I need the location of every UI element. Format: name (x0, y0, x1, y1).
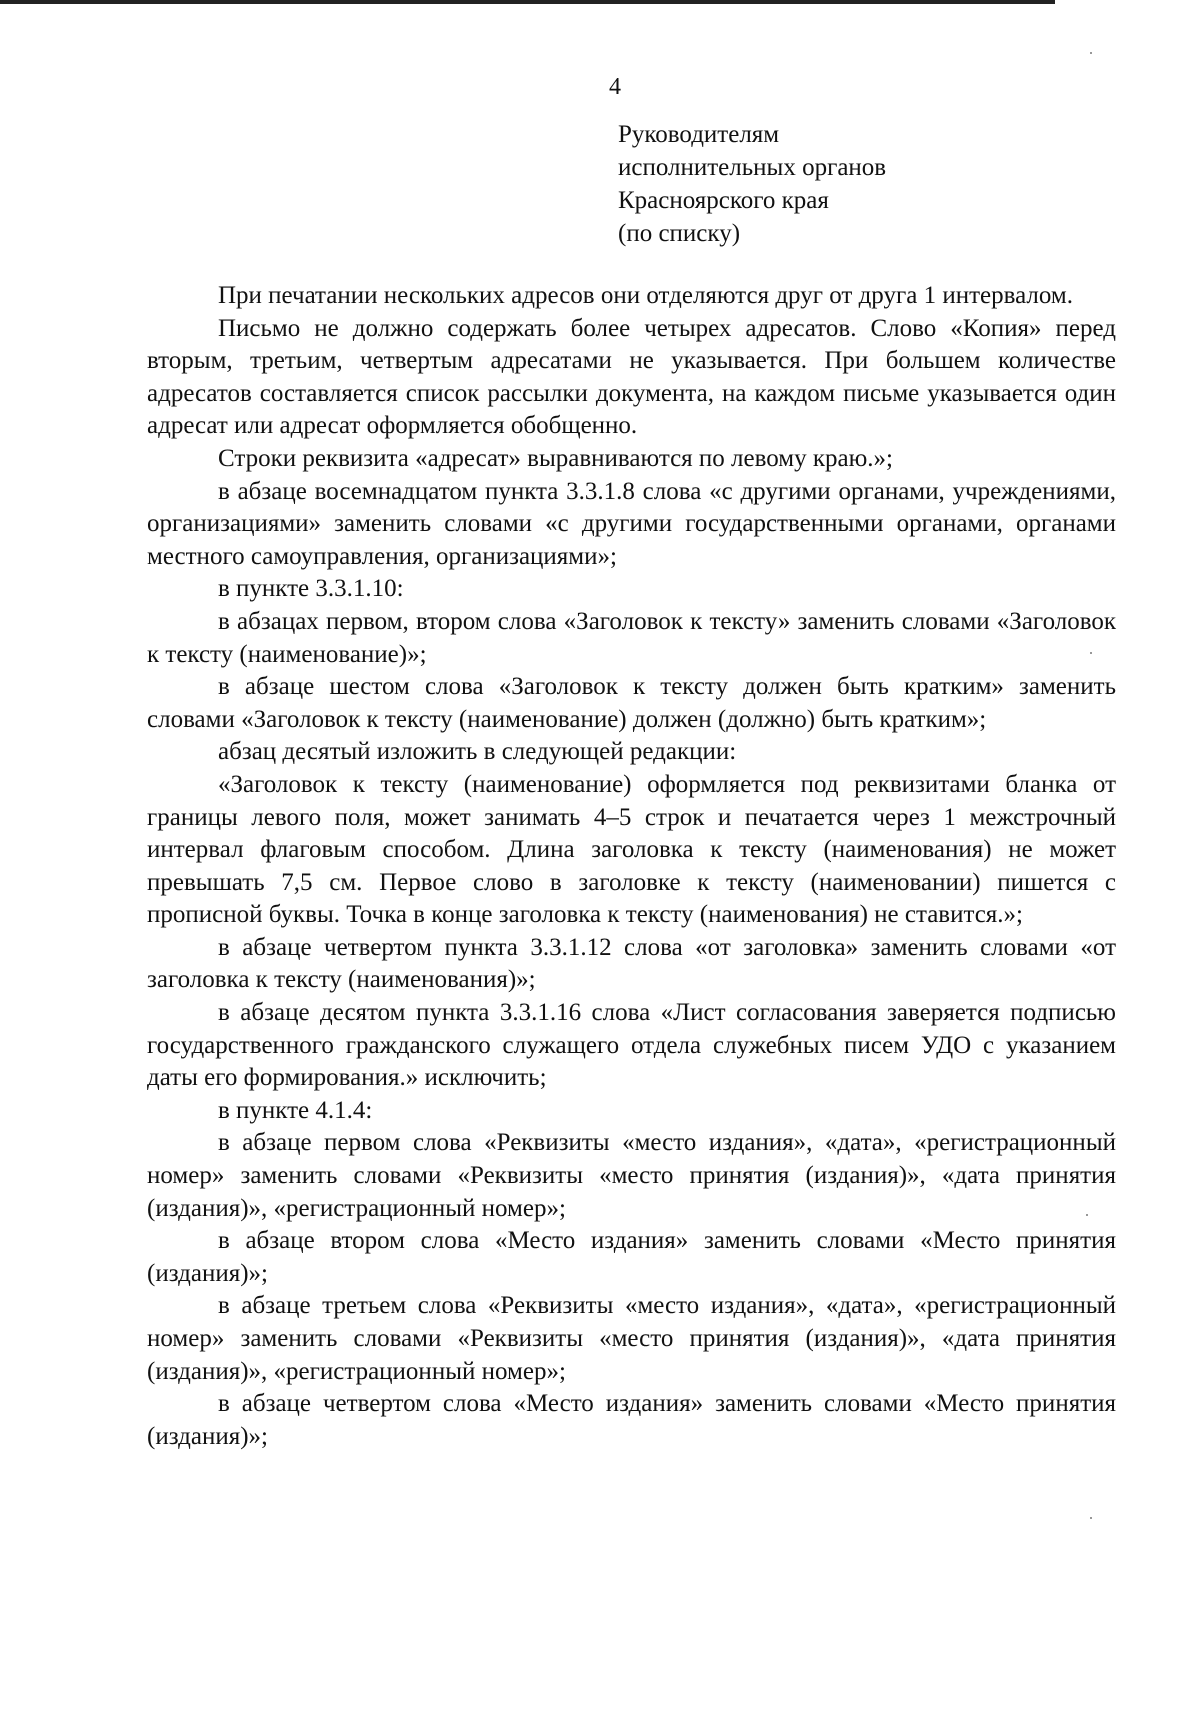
addressee-line: исполнительных органов (618, 154, 887, 181)
page-number: 4 (609, 74, 621, 100)
addressee-line: (по списку) (618, 220, 741, 247)
paragraph: в абзаце втором слова «Место издания» заменить словами «Место принятия (издания)»; (147, 1227, 1116, 1287)
paragraph: в абзаце третьем слова «Реквизиты «место издания», «дата», «регистрационный номер» заменить словами «Реквизиты «место принятия (издания)», «дата принятия (издания)», «регистрационный номер»; (147, 1292, 1116, 1385)
addressee-block (618, 118, 1078, 250)
paragraph: в абзаце четвертом пункта 3.3.1.12 слова «от заголовка» заменить словами «от заголовка к тексту (наименования)»; (147, 933, 1116, 994)
paragraph: При печатании нескольких адресов они отделяются друг от друга 1 интервалом. (218, 282, 1073, 309)
paragraph: в пункте 3.3.1.10: (218, 575, 404, 603)
paragraph: в абзаце восемнадцатом пункта 3.3.1.8 слова «с другими органами, учреждениями, организациями» заменить словами «с другими государственными органами, органами местного самоуправления, организациями»; (147, 477, 1116, 570)
addressee-line: Красноярского края (618, 187, 829, 214)
document-body (147, 280, 1116, 1453)
scan-speck (1090, 52, 1092, 54)
scan-top-border (0, 0, 1055, 4)
paragraph: Письмо не должно содержать более четырех адресатов. Слово «Копия» перед вторым, третьим, четвертым адресатами не указывается. При большем количестве адресатов составляется список рассылки документа, на каждом письме указывается один адресат или адресат оформляется обобщенно. (147, 314, 1116, 440)
paragraph: в абзаце первом слова «Реквизиты «место издания», «дата», «регистрационный номер» заменить словами «Реквизиты «место принятия (издания)», «дата принятия (издания)», «регистрационный номер»; (147, 1129, 1116, 1222)
paragraph: Строки реквизита «адресат» выравниваются по левому краю.»; (218, 444, 893, 472)
paragraph: «Заголовок к тексту (наименование) оформляется под реквизитами бланка от границы левого поля, может занимать 4–5 строк и печатается через 1 межстрочный интервал флаговым способом. Длина заголовка к тексту (наименования) не может превышать 7,5 см. Первое слово в заголовке к тексту (наименовании) пишется с прописной буквы. Точка в конце заголовка к тексту (наименования) не ставится.»; (147, 770, 1116, 929)
paragraph: в абзаце десятом пункта 3.3.1.16 слова «Лист согласования заверяется подписью государственного гражданского служащего отдела служебных писем УДО с указанием даты его формирования.» исключить; (147, 999, 1116, 1092)
paragraph: в абзаце четвертом слова «Место издания» заменить словами «Место принятия (издания)»; (147, 1390, 1116, 1450)
paragraph: в абзацах первом, втором слова «Заголовок к тексту» заменить словами «Заголовок к тексту (наименование)»; (147, 607, 1116, 668)
paragraph: в абзаце шестом слова «Заголовок к тексту должен быть кратким» заменить словами «Заголовок к тексту (наименование) должен (должно) быть кратким»; (147, 673, 1116, 733)
scan-speck (1090, 1517, 1092, 1519)
paragraph: в пункте 4.1.4: (218, 1096, 373, 1124)
paragraph: абзац десятый изложить в следующей редакции: (218, 738, 737, 766)
addressee-line: Руководителям (618, 121, 780, 148)
